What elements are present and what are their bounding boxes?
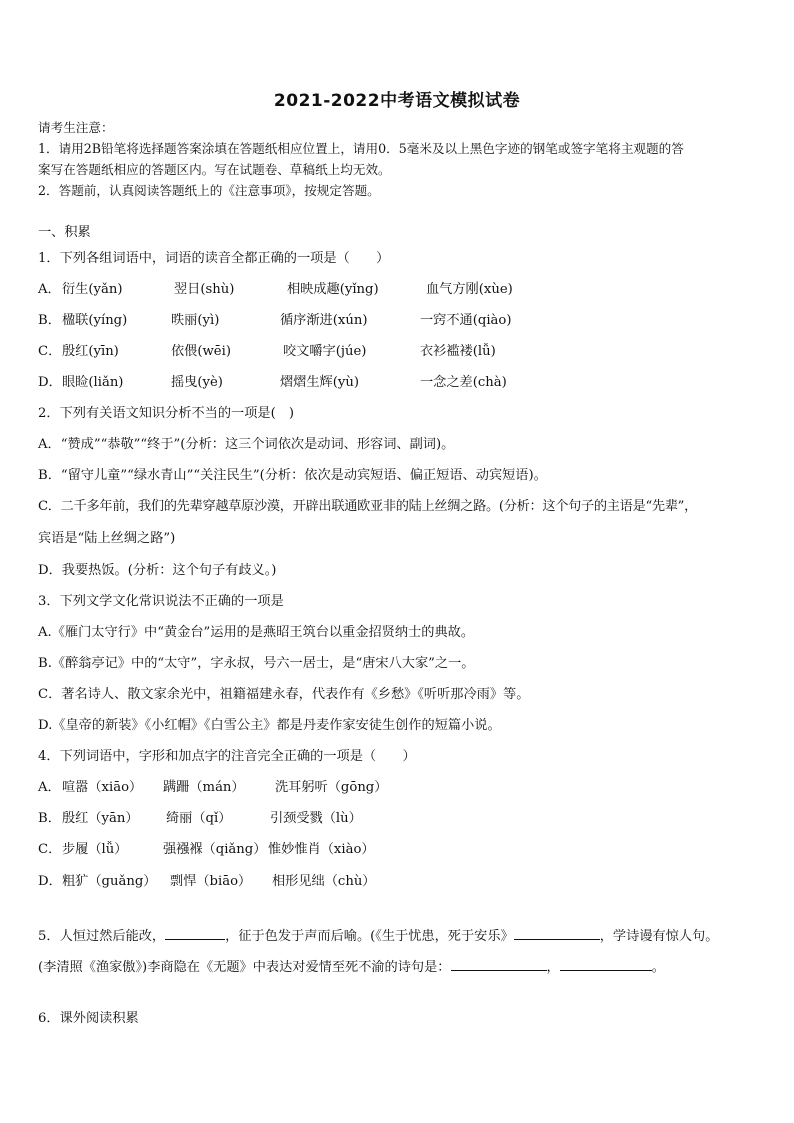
option-label: B．: [38, 811, 61, 826]
option-label: A．: [38, 282, 61, 297]
option-word: 熠熠生辉(yù): [280, 375, 359, 390]
question-4-stem: 4．下列词语中，字形和加点字的注音完全正确的一项是（ ）: [38, 749, 416, 764]
notice-item-2: 2．答题前，认真阅读答题纸上的《注意事项》，按规定答题。: [38, 183, 380, 198]
option-word: 咬文嚼字(júe): [283, 344, 367, 359]
question-5-text: ，征于色发于声而后喻。(《生于忧患，死于安乐》: [225, 929, 514, 944]
option-label: D．: [38, 874, 62, 889]
option-word: 绮丽（qǐ）: [166, 811, 232, 826]
question-2-option-a: A．“赞成”“恭敬”“终于”(分析：这三个词依次是动词、形容词、副词)。: [38, 437, 455, 452]
question-2-option-c-cont: 宾语是“陆上丝绸之路”): [38, 531, 176, 546]
option-word: 殷红（yān）: [62, 811, 139, 826]
question-1-stem: 1．下列各组词语中，词语的读音全都正确的一项是（ ）: [38, 251, 390, 266]
question-3-option-d: D.《皇帝的新装》《小红帽》《白雪公主》都是丹麦作家安徒生创作的短篇小说。: [38, 718, 501, 733]
option-word: 一念之差(chà): [420, 375, 507, 390]
option-word: 循序渐进(xún): [280, 313, 368, 328]
question-5-text: ，学诗谩有惊人句。: [599, 929, 719, 944]
question-6-stem: 6．课外阅读积累: [38, 1011, 139, 1026]
option-word: 殷红(yīn): [62, 344, 119, 359]
option-word: 血气方刚(xùe): [426, 282, 513, 297]
question-3-option-c: C．著名诗人、散文家余光中，祖籍福建永春，代表作有《乡愁》《听听那冷雨》等。: [38, 687, 530, 702]
answer-blank[interactable]: [560, 957, 652, 971]
option-word: 一窍不通(qiào): [420, 313, 512, 328]
option-word: 依偎(wēi): [171, 344, 231, 359]
notice-item-1-cont: 案写在答题纸相应的答题区内。写在试题卷、草稿纸上均无效。: [38, 162, 391, 177]
option-word: 步履（lǚ）: [62, 842, 128, 857]
question-2-option-d: D．我要热饭。(分析：这个句子有歧义。): [38, 563, 277, 578]
option-word: 蹒跚（mán）: [163, 780, 245, 795]
option-word: 眼睑(liǎn): [62, 375, 124, 390]
option-word: 相形见绌（chù）: [272, 874, 376, 889]
option-label: C．: [38, 344, 62, 359]
option-word: 惟妙惟肖（xiào）: [268, 842, 375, 857]
question-5-line-1: [38, 926, 718, 946]
question-5-line-2: [38, 957, 665, 977]
question-5-text: 。: [651, 960, 665, 975]
option-word: 摇曳(yè): [171, 375, 223, 390]
option-label: C．: [38, 842, 62, 857]
question-2-stem: 2．下列有关语文知识分析不当的一项是( ): [38, 406, 295, 421]
question-2-option-c: C．二千多年前，我们的先辈穿越草原沙漠，开辟出联通欧亚非的陆上丝绸之路。(分析：这个句子的主语是“先辈”，: [38, 499, 698, 514]
question-3-option-b: B.《醉翁亭记》中的“太守”，字永叔，号六一居士，是“唐宋八大家”之一。: [38, 656, 475, 671]
option-word: 衣衫褴褛(lǚ): [420, 344, 496, 359]
section-heading: 一、积累: [38, 225, 91, 240]
answer-blank[interactable]: [514, 926, 600, 940]
question-5-text: ，: [546, 960, 560, 975]
answer-blank[interactable]: [451, 957, 547, 971]
question-3-stem: 3．下列文学文化常识说法不正确的一项是: [38, 594, 284, 609]
option-word: 相映成趣(yǐng): [287, 282, 379, 297]
option-word: 强襁褓（qiǎng）: [163, 842, 267, 857]
question-5-text: (李清照《渔家傲》)李商隐在《无题》中表达对爱情至死不渝的诗句是：: [38, 960, 451, 975]
question-5-text: 5．人恒过然后能改，: [38, 929, 166, 944]
option-word: 剽悍（biāo）: [170, 874, 252, 889]
option-label: B．: [38, 313, 61, 328]
option-word: 喧嚣（xiāo）: [62, 780, 143, 795]
option-word: 翌日(shù): [174, 282, 235, 297]
exam-title: 2021-2022中考语文模拟试卷: [273, 91, 521, 111]
option-word: 衍生(yǎn): [62, 282, 123, 297]
option-label: A．: [38, 780, 61, 795]
option-word: 楹联(yíng): [62, 313, 128, 328]
option-word: 昳丽(yì): [171, 313, 220, 328]
answer-blank[interactable]: [165, 926, 225, 940]
notice-item-1: 1．请用2B铅笔将选择题答案涂填在答题纸相应位置上，请用0．5毫米及以上黑色字迹的钢笔或签字笔将主观题的答: [38, 141, 684, 156]
option-word: 粗犷（guǎng）: [62, 874, 157, 889]
question-3-option-a: A.《雁门太守行》中“黄金台”运用的是燕昭王筑台以重金招贤纳士的典故。: [38, 625, 475, 640]
notice-heading: 请考生注意：: [38, 120, 114, 135]
question-2-option-b: B．“留守儿童”“绿水青山”“关注民生”(分析：依次是动宾短语、偏正短语、动宾短语)。: [38, 468, 547, 483]
option-word: 洗耳躬听（gōng）: [275, 780, 388, 795]
option-word: 引颈受戮（lù）: [270, 811, 362, 826]
option-label: D．: [38, 375, 62, 390]
